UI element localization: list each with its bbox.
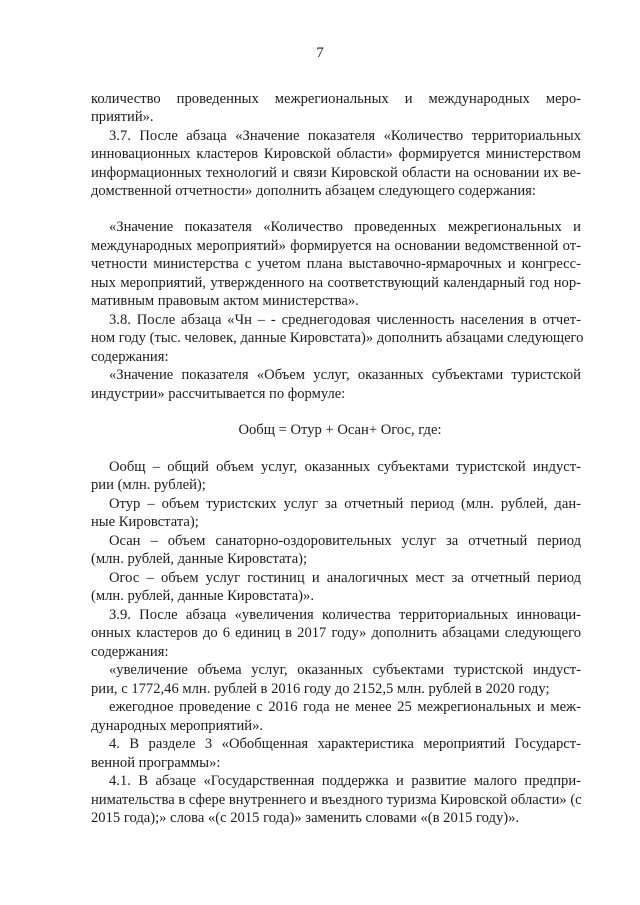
text-line: инновационных кластеров Кировской области» формируется министерством	[91, 146, 581, 162]
text-line: «Значение показателя «Объем услуг, оказанных субъектами туристской	[109, 367, 581, 383]
text-line: «увеличение объема услуг, оказанных субъектами туристской индуст-	[109, 662, 581, 678]
page-number: 7	[316, 45, 324, 61]
text-line: рии (млн. рублей);	[91, 477, 206, 493]
text-line: Отур – объем туристских услуг за отчетный период (млн. рублей, дан-	[109, 496, 581, 512]
text-line: содержания:	[91, 349, 169, 365]
text-line: 3.9. После абзаца «увеличения количества территориальных инноваци-	[109, 607, 581, 623]
text-line: мативным правовым актом министерства».	[91, 293, 359, 309]
text-line: венной программы»:	[91, 755, 221, 771]
text-line: 3.7. После абзаца «Значение показателя «Количество территориальных	[109, 128, 581, 144]
text-line: 3.8. После абзаца «Чн – - среднегодовая численность населения в отчет-	[109, 312, 581, 328]
text-line: четности министерства с учетом плана выставочно-ярмарочных и конгресс-	[91, 256, 581, 272]
text-line: дународных мероприятий».	[91, 718, 264, 734]
text-line: рии, с 1772,46 млн. рублей в 2016 году до 2152,5 млн. рублей в 2020 году;	[91, 681, 550, 697]
text-line: Осан – объем санаторно-оздоровительных услуг за отчетный период	[109, 533, 581, 549]
text-line: (млн. рублей, данные Кировстата);	[91, 551, 308, 567]
text-line: (млн. рублей, данные Кировстата)».	[91, 588, 314, 604]
text-line: Ообщ – общий объем услуг, оказанных субъектами туристской индуст-	[109, 459, 581, 475]
text-line: 4. В разделе 3 «Обобщенная характеристика мероприятий Государст-	[109, 736, 581, 752]
text-line: ные Кировстата);	[91, 514, 199, 530]
text-line: «Значение показателя «Количество проведенных межрегиональных и	[109, 219, 581, 235]
text-line: ежегодное проведение с 2016 года не менее 25 межрегиональных и меж-	[109, 699, 581, 715]
text-line: Огос – объем услуг гостиниц и аналогичных мест за отчетный период	[109, 570, 581, 586]
formula: Ообщ = Отур + Осан+ Огос, где:	[238, 422, 442, 438]
text-line: онных кластеров до 6 единиц в 2017 году» дополнить абзацами следующего	[91, 625, 581, 641]
text-line: содержания:	[91, 644, 169, 660]
text-line: ном году (тыс. человек, данные Кировстата)» дополнить абзацами следующего	[91, 330, 584, 346]
text-line: 2015 года);» слова «(с 2015 года)» заменить словами «(в 2015 году)».	[91, 810, 520, 826]
text-line: нимательства в сфере внутреннего и въездного туризма Кировской области» (с	[91, 792, 582, 808]
text-line: индустрии» рассчитывается по формуле:	[91, 386, 346, 402]
text-line: международных мероприятий» формируется на основании ведомственной от-	[91, 238, 581, 254]
text-line: домственной отчетности» дополнить абзацем следующего содержания:	[91, 183, 536, 199]
text-line: количество проведенных межрегиональных и международных меро-	[91, 91, 581, 107]
text-line: ных мероприятий, утвержденного на соответствующий календарный год нор-	[91, 275, 581, 291]
text-line: информационных технологий и связи Кировской области на основании их ве-	[91, 165, 581, 181]
text-line: приятий».	[91, 109, 154, 125]
text-line: 4.1. В абзаце «Государственная поддержка и развитие малого предпри-	[109, 773, 581, 789]
